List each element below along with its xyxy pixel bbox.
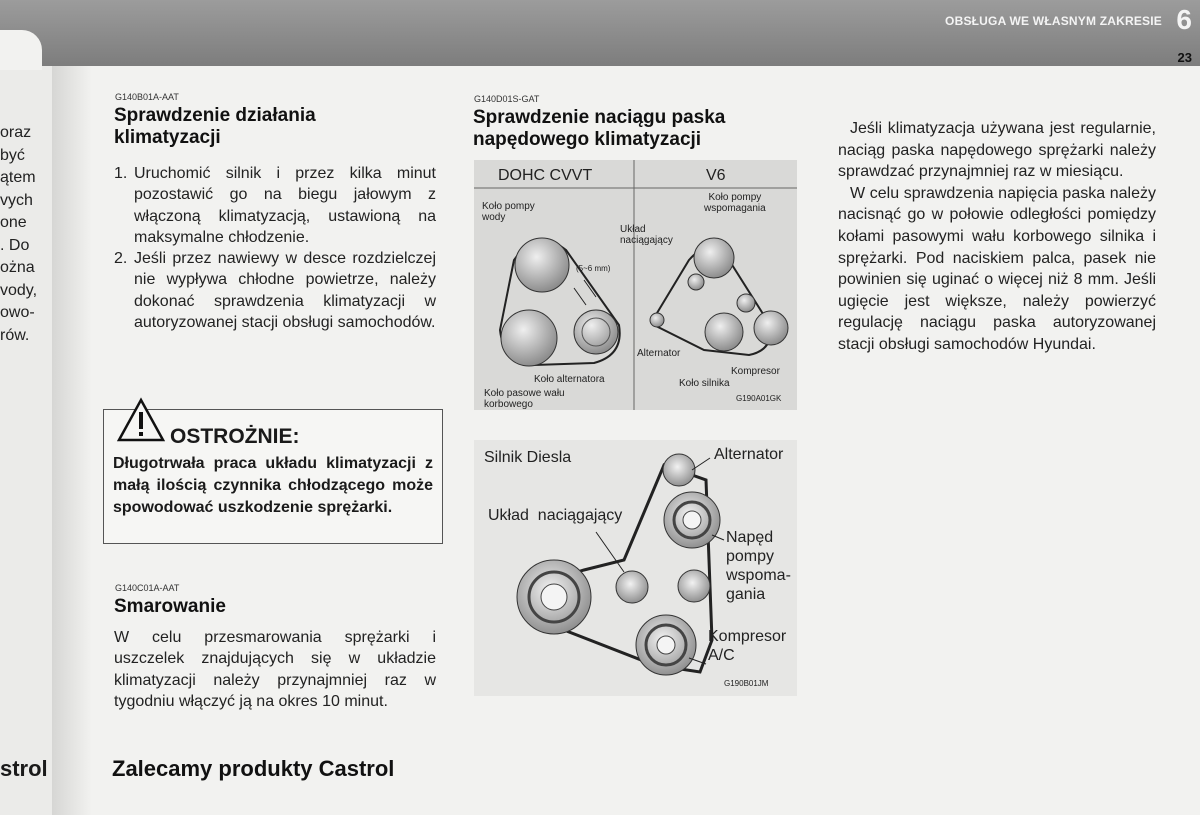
deflection-label: (5~6 mm) <box>576 264 611 273</box>
section-code: G140C01A-AAT <box>115 583 180 593</box>
crank-label: Koło silnika <box>679 378 730 389</box>
label-line: A/C <box>708 647 735 664</box>
label-line: wody <box>482 212 506 223</box>
diesel-alternator-pulley <box>663 454 695 486</box>
section-code: G140B01A-AAT <box>115 92 179 102</box>
prev-fragment: oraz <box>0 124 32 141</box>
prev-fragment: być <box>0 146 25 164</box>
figure-code: G190A01GK <box>736 394 782 403</box>
list-item <box>114 248 436 333</box>
prev-fragment: ątem <box>0 169 36 186</box>
prev-fragment: ożna <box>0 259 35 276</box>
steering-pump-label <box>726 528 791 604</box>
page-number: 23 <box>1177 50 1192 65</box>
section-heading: Smarowanie <box>114 596 226 617</box>
alternator-label: Alternator <box>637 348 681 359</box>
section-heading <box>473 107 803 151</box>
belt-tension-text <box>838 118 1156 356</box>
heading-line: Sprawdzenie działania <box>114 105 316 126</box>
prev-fragment: owo- <box>0 304 35 321</box>
warning-triangle-icon <box>117 397 165 443</box>
crank-pulley-label <box>484 388 565 410</box>
prev-fragment: . Do <box>0 236 30 254</box>
figure-code: G190B01JM <box>724 679 769 688</box>
section-title: OBSŁUGA WE WŁASNYM ZAKRESIE <box>945 14 1162 28</box>
label-line: Koło pasowe wału <box>484 388 565 399</box>
engine-label-v6: V6 <box>706 167 726 184</box>
engine-label-dohc: DOHC CVVT <box>498 167 593 184</box>
section-heading <box>114 105 444 149</box>
label-line: pompy <box>726 548 775 565</box>
list-item <box>114 163 436 248</box>
diesel-tensioner-label: Układ naciągający <box>488 507 623 524</box>
label-line: wspomagania <box>704 203 766 214</box>
step-number: 1. <box>114 165 128 182</box>
step-text: Jeśli przez nawiewy w desce rozdzielczej nie wypływa chłodne powietrze, należy dokonać sprawdzenia klimatyzacji w autoryzowanej stacji obsługi samochodów. <box>134 250 436 332</box>
v6-crank-pulley <box>705 313 743 351</box>
water-pump-label <box>482 201 535 223</box>
label-line: Koło pompy <box>482 201 535 212</box>
previous-page-text <box>0 122 60 347</box>
heading-line: klimatyzacji <box>114 127 221 148</box>
label-line: Koło pompy <box>708 192 762 203</box>
alternator-pulley <box>574 310 618 354</box>
paragraph: Jeśli klimatyzacja używana jest regularnie, naciąg paska napędowego sprężarki należy sprawdzać przynajmniej raz w miesiącu. <box>838 120 1156 181</box>
label-line: wspoma- <box>726 567 791 584</box>
label-line: korbowego <box>484 399 533 410</box>
prev-fragment: rów. <box>0 326 30 344</box>
prev-fragment: one <box>0 214 27 231</box>
label-line: naciągający <box>620 235 673 246</box>
belt-diagram-diesel <box>474 440 797 696</box>
crank-pulley <box>501 310 557 366</box>
diesel-tensioner-pulley <box>616 571 648 603</box>
label-line: gania <box>726 586 766 603</box>
section-code: G140D01S-GAT <box>474 94 540 104</box>
diesel-title: Silnik Diesla <box>484 449 572 466</box>
prev-fragment: vody, <box>0 281 38 299</box>
belt-diagram-petrol <box>474 160 797 410</box>
water-pump-pulley <box>515 238 569 292</box>
warning-title: OSTROŻNIE: <box>170 425 300 448</box>
warning-text: Długotrwała praca układu klimatyzacji z małą ilością czynnika chłodzącego może spowodować uszkodzenie sprężarki. <box>113 455 433 516</box>
diesel-alternator-label: Alternator <box>714 446 784 463</box>
label-line: Kompresor <box>708 628 787 645</box>
castrol-heading: Zalecamy produkty Castrol <box>112 756 395 781</box>
check-steps-list <box>114 163 436 333</box>
steering-pump-pulley <box>694 238 734 278</box>
step-number: 2. <box>114 250 128 268</box>
label-line: Układ <box>620 224 646 235</box>
v6-compressor-pulley <box>754 311 788 345</box>
lubrication-text: W celu przesmarowania sprężarki i uszczelek znajdujących się w układzie klimatyzacji należy przynajmniej raz w tygodniu włączyć ją na okres 10 minut. <box>114 629 436 710</box>
tensioner-label <box>620 224 673 246</box>
header-band <box>0 0 1200 66</box>
prev-page-heading: strol <box>0 756 48 781</box>
prev-fragment: vych <box>0 191 33 209</box>
heading-line: napędowego klimatyzacji <box>473 129 702 150</box>
heading-line: Sprawdzenie naciągu paska <box>473 107 726 128</box>
step-text: Uruchomić silnik i przez kilka minut pozostawić go na biegu jałowym z włączoną klimatyzacją, ustawioną na maksymalne chłodzenie. <box>134 165 436 246</box>
page-tab <box>0 30 42 70</box>
alternator-pulley-label: Koło alternatora <box>534 374 605 385</box>
paragraph: W celu sprawdzenia napięcia paska należy nacisnąć go w połowie odległości pomiędzy kołami pasowymi wału korbowego silnika i sprężarki. Pod naciskiem palca, pasek nie powinien się uginać o więcej niż 8 mm. Jeśli ugięcie jest większe, należy powierzyć regulację naciągu paska autoryzowanej stacji obsługi samochodów Hyundai. <box>838 184 1156 353</box>
label-line: Napęd <box>726 529 774 546</box>
steering-pump-label <box>704 192 766 214</box>
compressor-label: Kompresor <box>731 366 780 377</box>
diesel-compressor-label <box>708 627 786 665</box>
chapter-number: 6 <box>1176 4 1192 35</box>
